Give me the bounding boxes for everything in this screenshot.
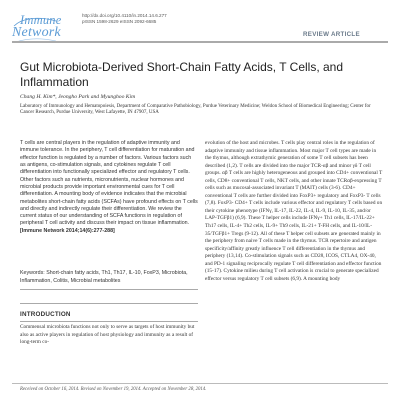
author-list: Chang H. Kim*, Jeongho Park and Myunghoo Kim [20, 94, 136, 100]
logo-word-network: Network [12, 25, 61, 40]
section-heading-introduction: INTRODUCTION [20, 311, 71, 318]
footer-divider [12, 383, 388, 384]
abstract-text: T cells are central players in the regulation of adaptive immunity and immune tolerance. In the periphery, T cell differentiation for maturation and effector function is regulated by a number of factors. Various factors such as antigens, co-stimulation signals, and cytokines regulate T cell differentiation into functionally specialized effector and regulatory T cells. Other factors such as nutrients, micronutrients, nuclear hormones and microbial products provide important environmental cues for T cell differentiation. A mounting body of evidence indicates that the microbial metabolites short-chain fatty acids (SCFAs) have profound effects on T cells and directly and indirectly regulate their differentiation. We review the current status of our understanding of SCFA functions in regulation of peripheral T cell activity and discuss their impact on tissue inflammation. [20, 140, 198, 227]
keywords: Keywords: Short-chain fatty acids, Th1, Th17, IL-10, FoxP3, Microbiota, Inflammation, Colitis, Microbial metabolites [20, 270, 188, 284]
abstract [20, 140, 198, 235]
received-dates: Received on October 16, 2014. Revised on November 19, 2014. Accepted on November 28, 2014. [20, 387, 207, 392]
paper-title: Gut Microbiota-Derived Short-Chain Fatty Acids, T Cells, and Inflammation [20, 60, 344, 89]
journal-meta [82, 13, 167, 25]
journal-logo [12, 12, 62, 44]
section-divider [20, 321, 198, 322]
abstract-citation: [Immune Network 2014;14(6):277-288] [20, 227, 115, 234]
header-divider [12, 41, 388, 43]
issn-line: pISSN 1598-2629 eISSN 2092-6685 [82, 19, 157, 25]
introduction-text: Commensal microbiota functions not only to serve as targets of host immunity but also as active players in regulation of host physiology and immunity as a result of long-term co- [20, 324, 195, 345]
right-column-text: evolution of the host and microbes. T cells play central roles in the regulation of adaptive immunity and tissue inflammation. Most major T cell types are made in the thymus, although extrathymic generation of some T cell subsets has been described (1,2). T cells are divided into the major TCR-αβ and minor γδ T cell groups. αβ T cells are highly heterogeneous and grouped into CD4+ conventional T cells, CD8+ conventional T cells, NKT cells, and other innate TCRαβ-expressing T cells such as mucosal-associated invariant T (MAIT) cells (3-6). CD4+ conventional T cells are further divided into FoxP3+ regulatory and FoxP3- T cells (7,8). FoxP3- CD4+ T cells include various effector and regulatory T cells based on their cytokine phenotype (IFNγ, IL-17, IL-22, IL-4, IL-9, IL-10, IL-35, and/or LAP-TGFβ1) (6,9). These T helper cells include IFNγ+ Th1 cells, IL-17/IL-22+ Th17 cells, IL-4+ Th2 cells, IL-9+ Th9 cells, IL-21+ T-FH cells, and IL-10/IL-35/TGFβ1+ Tregs (9-12). All of these T helper cell subsets are generated mainly in the periphery from naive T cells made in the thymus. TCR repertoire and antigen specificity/affinity greatly influence T cell differentiation in the thymus and periphery (13,14). Co-stimulation signals such as CD28, ICOS, CTLA4, OX-40, and PD-1 signaling reciprocally regulate T cell differentiation and effector function (15-17). Cytokine milieu during T cell activation is crucial to generate specialized effector versus regulatory T cell subsets (6,9). A mounting body [205, 140, 383, 282]
keywords-divider-top [20, 289, 198, 290]
keywords-divider-bottom [20, 303, 198, 304]
doi-line: http://dx.doi.org/10.4110/in.2014.14.6.277 [82, 13, 167, 18]
article-type-label: REVIEW ARTICLE [303, 31, 360, 38]
affiliation: Laboratory of Immunology and Hematopoiesis, Department of Comparative Pathobiology, Purdue Veterinary Medicine; Weldon School of Biomedical Engineering; Center for Cancer Research, Purdue University, West Lafayette, IN 47907, USA [20, 104, 371, 116]
logo-word-immune: Immune [20, 13, 62, 27]
